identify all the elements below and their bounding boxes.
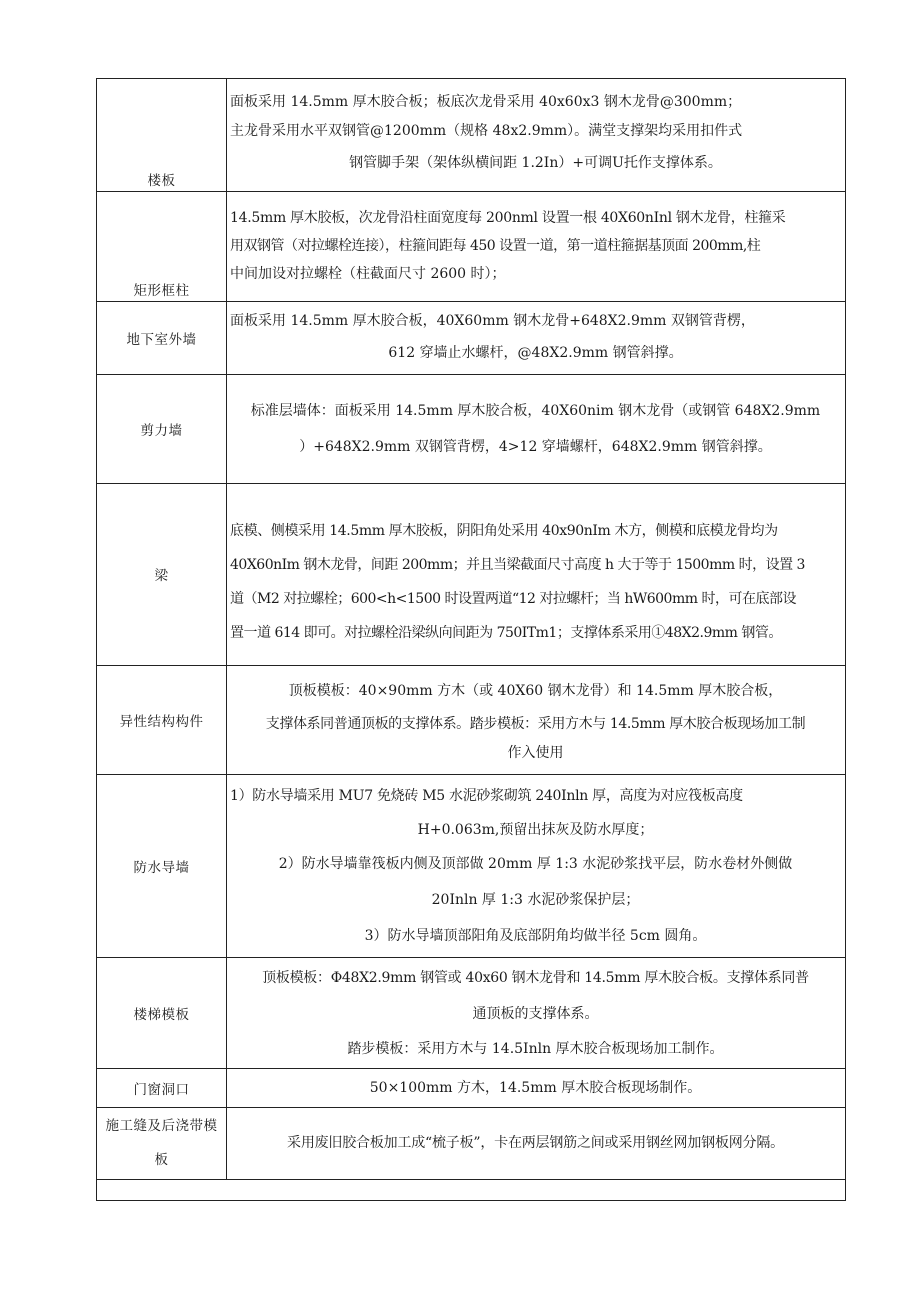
content-line: 作入使用 [507,744,564,761]
table-row-basement-wall [97,301,846,374]
content-line: 用双钢管（对拉螺栓连接），柱箍间距每 450 设置一道，第一道柱箍据基顶面 200mm,柱 [230,238,761,254]
content-line: 14.5mm 厚木胶板，次龙骨沿柱面宽度每 200nml 设置一根 40X60nInl 钢木龙骨，柱箍采 [230,210,786,226]
row-content-stair-formwork [227,957,846,1068]
table-row-irregular-member [97,665,846,774]
content-line: 标准层墙体：面板采用 14.5mm 厚木胶合板，40X60nim 钢木龙骨（或钢管 648X2.9mm [250,402,821,419]
table-row-blank-footer [97,1179,846,1200]
content-line: 置一道 614 即可。对拉螺栓沿梁纵向间距为 750ITm1；支撑体系采用①48X2.9mm 钢管。 [230,625,782,641]
content-line: 1）防水导墙采用 MU7 免烧砖 M5 水泥砂浆砌筑 240Inln 厚，高度为对应筏板高度 [230,787,743,804]
content-line: 采用废旧胶合板加工成“梳子板”，卡在两层钢筋之间或采用钢丝网加钢板网分隔。 [287,1135,784,1151]
content-line: 中间加设对拉螺栓（柱截面尺寸 2600 时）； [230,266,506,282]
formwork-spec-table-container [96,78,845,1201]
row-label-floor-slab: 楼板 [97,78,227,191]
table-row-rect-column [97,191,846,301]
row-label-shear-wall: 剪力墙 [97,374,227,483]
row-content-construction-joint [227,1107,846,1179]
row-content-waterproof-guide-wall [227,774,846,957]
content-line: 主龙骨采用水平双钢管@1200mm（规格 48x2.9mm）。满堂支撑架均采用扣件式 [230,123,743,139]
row-content-shear-wall [227,374,846,483]
row-label-irregular-member: 异性结构构件 [97,665,227,774]
row-content-floor-slab [227,78,846,191]
content-line: 40X60nIm 钢木龙骨，间距 200mm；并且当梁截面尺寸高度 h 大于等于 1500mm 时，设置 3 [230,557,805,573]
content-line: 顶板模板：Φ48X2.9mm 钢管或 40x60 钢木龙骨和 14.5mm 厚木胶合板。支撑体系同普 [262,969,809,986]
row-label-waterproof-guide-wall: 防水导墙 [97,774,227,957]
content-line: H+0.063m,预留出抹灰及防水厚度； [417,821,654,838]
content-line: 钢管脚手架（架体纵横间距 1.2In）+可调U托作支撑体系。 [349,155,722,171]
table-row-shear-wall [97,374,846,483]
label-line: 施工缝及后浇带模 [105,1118,218,1134]
blank-footer-cell [97,1179,846,1200]
content-line: ）+648X2.9mm 双钢管背楞，4>12 穿墙螺杆，648X2.9mm 钢管斜撑。 [299,438,772,455]
content-line: 面板采用 14.5mm 厚木胶合板，40X60mm 钢木龙骨+648X2.9mm 双钢管背楞， [230,312,755,329]
table-row-beam [97,483,846,665]
row-content-door-window-opening [227,1068,846,1107]
formwork-spec-table [96,78,846,1201]
table-row-floor-slab [97,78,846,191]
row-label-rect-column: 矩形框柱 [97,191,227,301]
row-label-door-window-opening: 门窗洞口 [97,1068,227,1107]
content-line: 道（M2 对拉螺栓；600<h<1500 时设置两道“12 对拉螺杆；当 hW600mm 时，可在底部设 [230,591,796,607]
content-line: 底模、侧模采用 14.5mm 厚木胶板，阴阳角处采用 40x90nIm 木方，侧模和底模龙骨均为 [230,523,778,539]
content-line: 3）防水导墙顶部阳角及底部阴角均做半径 5cm 圆角。 [364,927,707,944]
content-line: 50×100mm 方木，14.5mm 厚木胶合板现场制作。 [369,1079,702,1096]
content-line: 面板采用 14.5mm 厚木胶合板；板底次龙骨采用 40x60x3 钢木龙骨@300mm； [230,94,742,110]
table-row-waterproof-guide-wall [97,774,846,957]
table-row-construction-joint [97,1107,846,1179]
content-line: 612 穿墙止水螺杆，@48X2.9mm 钢管斜撑。 [388,344,683,361]
table-row-door-window-opening [97,1068,846,1107]
row-content-beam [227,483,846,665]
label-line: 板 [154,1152,169,1168]
row-content-basement-wall [227,301,846,374]
content-line: 顶板模板：40×90mm 方木（或 40X60 钢木龙骨）和 14.5mm 厚木胶合板， [288,682,783,699]
content-line: 支撑体系同普通顶板的支撑体系。踏步模板：采用方木与 14.5mm 厚木胶合板现场加工制 [265,715,806,732]
content-line: 踏步模板：采用方木与 14.5Inln 厚木胶合板现场加工制作。 [347,1040,724,1057]
table-row-stair-formwork [97,957,846,1068]
row-label-construction-joint [97,1107,227,1179]
content-line: 20Inln 厚 1:3 水泥砂浆保护层； [431,891,640,908]
row-label-stair-formwork: 楼梯模板 [97,957,227,1068]
content-line: 2）防水导墙靠筏板内侧及顶部做 20mm 厚 1:3 水泥砂浆找平层，防水卷材外侧做 [278,855,793,872]
row-label-beam: 梁 [97,483,227,665]
row-content-rect-column [227,191,846,301]
row-content-irregular-member [227,665,846,774]
content-line: 通顶板的支撑体系。 [472,1005,599,1022]
row-label-basement-wall: 地下室外墙 [97,301,227,374]
